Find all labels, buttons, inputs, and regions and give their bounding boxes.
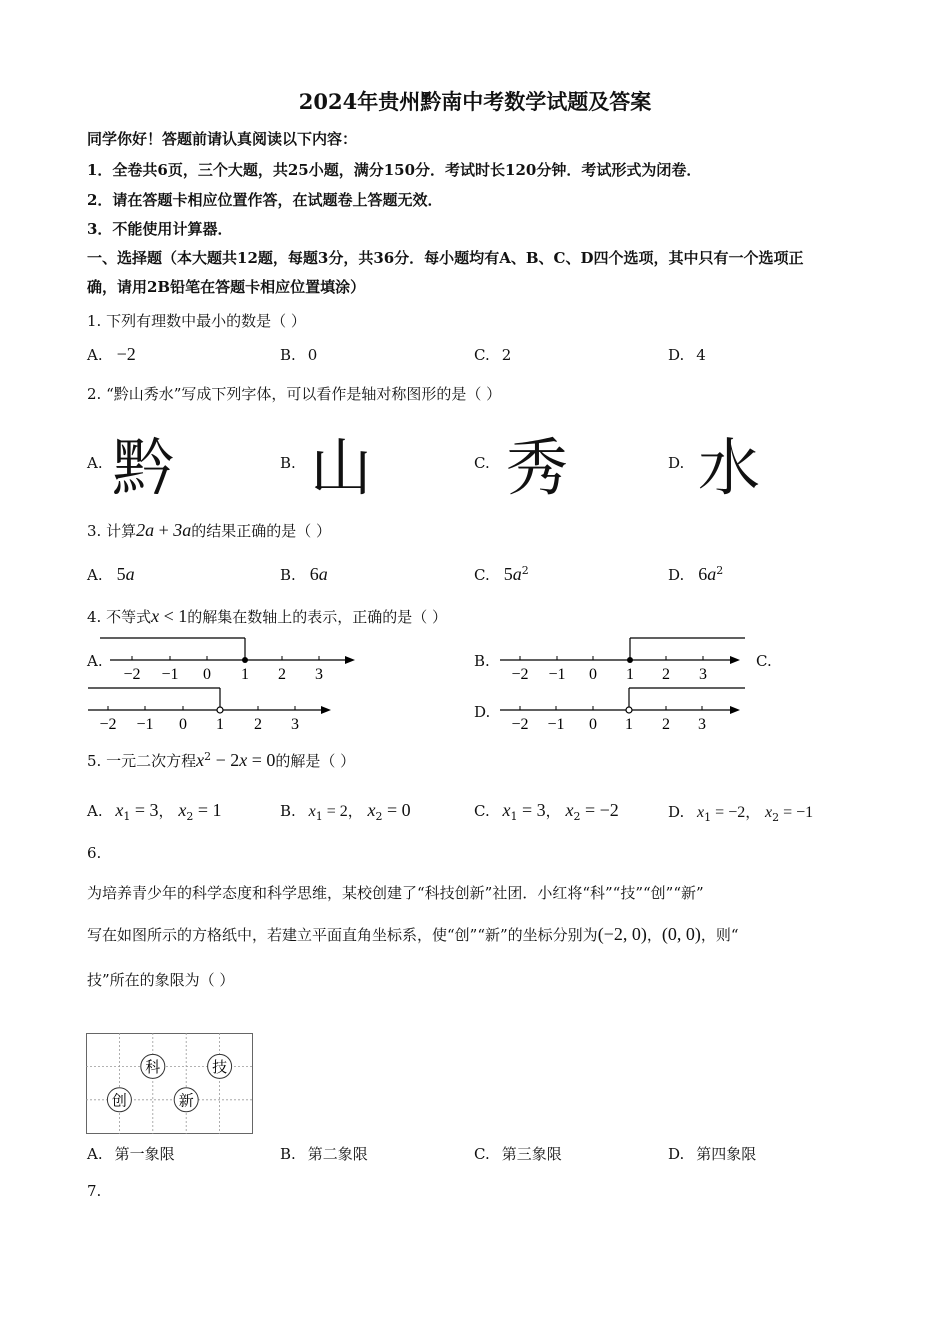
q4-option-b-letter: B. <box>474 652 490 670</box>
q3-prefix: 3. 计算 <box>87 522 137 540</box>
q5-option-c-x1: 3 <box>536 800 546 820</box>
q6-option-a-text: 第一象限 <box>114 1145 175 1163</box>
q5-option-d-x2: −1 <box>796 804 814 821</box>
q4-ineq-rest: < 1 <box>159 606 188 626</box>
q4-a-tick-label: −1 <box>161 666 179 683</box>
q6-option-a-letter: A. <box>87 1145 103 1163</box>
q4-a-tick-label: 1 <box>241 666 249 683</box>
q3-option-a-letter: A. <box>87 566 103 584</box>
q4-b-tick-label: 3 <box>699 666 707 683</box>
q4-d-hollow-point <box>626 707 632 713</box>
q4-b-tick-label: 0 <box>589 666 597 683</box>
q4-c-tick-label: −1 <box>136 716 154 733</box>
q5-option-b-x1: 2 <box>339 803 348 820</box>
q6-sep: ， <box>646 926 662 944</box>
q6-option-a <box>87 1143 175 1164</box>
q4-b-tick-label: 1 <box>626 666 634 683</box>
q4-a-solid-point <box>242 657 248 663</box>
q1-option-b <box>280 346 317 364</box>
q5-option-a-letter: A. <box>87 802 103 820</box>
q4-d-tick-label: 0 <box>589 716 597 733</box>
q2-stem: 2. “黔山秀水”写成下列字体，可以看作是轴对称图形的是（ ） <box>87 385 502 403</box>
q5-option-b-letter: B. <box>280 802 296 820</box>
q5-option-d: D. $x_1 = -2$， $x_2 = -1$ <box>668 803 814 824</box>
q4-number-line-c <box>84 682 344 738</box>
q6-option-c <box>474 1143 562 1164</box>
q5-option-a-x1: 3 <box>149 800 159 820</box>
page-title: 2024年贵州黔南中考数学试题及答案 <box>298 89 652 114</box>
q6-line2-b: ，则“ <box>700 926 739 944</box>
q5-eq-mid: − 2 <box>211 750 240 770</box>
q4-c-tick-label: 0 <box>179 716 187 733</box>
q3-option-c-var: a <box>512 564 522 584</box>
q5-option-c: C. $x_1 = 3$， $x_2 = -2$ <box>474 800 619 823</box>
q3-option-d <box>668 564 723 585</box>
q4-d-tick-label: 2 <box>662 716 670 733</box>
q3-option-c-exp: 2 <box>521 564 529 577</box>
q4-b-tick-label: 2 <box>662 666 670 683</box>
q7-number: 7. <box>87 1182 102 1200</box>
grid-char-chuang: 创 <box>111 1093 127 1110</box>
q1-option-c-letter: C. <box>474 346 490 364</box>
q6-option-b <box>280 1143 368 1164</box>
q4-a-tick-label: 2 <box>278 666 286 683</box>
q4-ineq-var: x <box>151 606 160 626</box>
q5-suffix: 的解是（ ） <box>275 752 356 770</box>
q4-b-tick-label: −2 <box>511 666 529 683</box>
intro-rule-2: 2．请在答题卡相应位置作答，在试题卷上答题无效． <box>87 191 443 209</box>
q4-c-tick-label: 1 <box>216 716 224 733</box>
q4-number-line-b <box>490 632 752 688</box>
q1-option-b-letter: B. <box>280 346 296 364</box>
q3-suffix: 的结果正确的是（ ） <box>191 522 332 540</box>
q6-number: 6. <box>87 844 102 862</box>
q3-option-b-letter: B. <box>280 566 296 584</box>
q4-stem <box>87 606 447 627</box>
q4-b-tick-label: −1 <box>548 666 566 683</box>
q3-option-d-var: a <box>707 564 717 584</box>
q4-d-tick-label: −1 <box>547 716 565 733</box>
q4-a-arrowhead <box>345 656 355 664</box>
q3-option-a-var: a <box>125 564 135 584</box>
q3-option-b <box>280 564 328 585</box>
q3-option-c <box>474 564 529 585</box>
q4-c-arrowhead <box>321 706 331 714</box>
q6-text-line1: 为培养青少年的科学态度和科学思维，某校创建了“科技创新”社团．小红将“科”“技”“创”“新” <box>87 884 704 902</box>
q5-option-c-letter: C. <box>474 802 490 820</box>
q3-option-d-exp: 2 <box>716 564 724 577</box>
q3-term-b: 3a <box>173 520 192 540</box>
q6-option-d-letter: D. <box>668 1145 685 1163</box>
q4-a-tick-label: 0 <box>203 666 211 683</box>
q4-number-line-a <box>100 632 370 688</box>
q4-c-tick-label: −2 <box>99 716 117 733</box>
intro-rule-3: 3．不能使用计算器． <box>87 220 233 238</box>
q1-option-d-letter: D. <box>668 346 685 364</box>
q4-option-c-letter: C. <box>756 652 772 670</box>
grid-char-xin: 新 <box>178 1093 194 1110</box>
grid-border <box>87 1034 253 1134</box>
q6-line2-a: 写在如图所示的方格纸中，若建立平面直角坐标系，使“创”“新”的坐标分别为 <box>87 926 598 944</box>
intro-rule-1: 1．全卷共6页，三个大题，共25小题，满分150分．考试时长120分钟．考试形式为闭卷． <box>87 161 702 179</box>
q4-a-tick-label: 3 <box>315 666 323 683</box>
section1-heading-line1: 一、选择题（本大题共12题，每题3分，共36分．每小题均有A、B、C、D四个选项，其中只有一个选项正 <box>87 249 804 267</box>
q4-d-arrowhead <box>730 706 740 714</box>
q5-eq-x: x <box>196 750 205 770</box>
q4-b-solid-point <box>627 657 633 663</box>
q1-stem: 1. 下列有理数中最小的数是（ ） <box>87 312 306 330</box>
q2-option-c-glyph: 秀 <box>506 431 569 504</box>
q3-option-c-letter: C. <box>474 566 490 584</box>
q6-option-b-text: 第二象限 <box>307 1145 368 1163</box>
q4-d-tick-label: 3 <box>698 716 706 733</box>
q4-d-tick-label: −2 <box>511 716 529 733</box>
q3-option-b-coef: 6 <box>309 564 319 584</box>
q2-option-b-glyph: 山 <box>310 431 373 504</box>
q4-option-a-letter: A. <box>87 652 103 670</box>
q6-option-c-letter: C. <box>474 1145 490 1163</box>
q5-option-d-x1: −2 <box>728 804 746 821</box>
intro-greeting: 同学你好！答题前请认真阅读以下内容： <box>87 130 358 148</box>
q5-option-a-x2: 1 <box>212 800 222 820</box>
q5-option-d-letter: D. <box>668 803 685 821</box>
q1-option-d <box>668 346 706 364</box>
grid-char-ke: 科 <box>145 1060 161 1076</box>
section1-heading-line2: 确，请用2B铅笔在答题卡相应位置填涂） <box>87 278 366 296</box>
q6-coord-xin: (0, 0) <box>661 924 701 944</box>
q4-c-tick-label: 3 <box>291 716 299 733</box>
q5-eq-square: 2 <box>204 750 212 763</box>
q6-text-line3: 技”所在的象限为（ ） <box>87 971 235 989</box>
q1-option-b-value: 0 <box>307 346 318 364</box>
q3-option-d-letter: D. <box>668 566 685 584</box>
q2-option-d-letter: D. <box>668 454 685 472</box>
q6-grid-figure <box>86 1033 254 1136</box>
q3-option-a-coef: 5 <box>116 564 126 584</box>
q1-option-a-value: −2 <box>116 344 136 364</box>
q3-option-c-coef: 5 <box>503 564 513 584</box>
q2-option-c-letter: C. <box>474 454 490 472</box>
q2-option-a-letter: A. <box>87 454 103 472</box>
q6-option-b-letter: B. <box>280 1145 296 1163</box>
q4-number-line-d <box>490 682 752 738</box>
q4-d-tick-label: 1 <box>625 716 633 733</box>
q5-option-a: A. $x_1 = 3$， $x_2 = 1$ <box>87 800 222 823</box>
q3-operator: + <box>154 520 174 540</box>
q3-option-b-var: a <box>318 564 328 584</box>
grid-lines <box>86 1033 253 1134</box>
grid-char-ji: 技 <box>212 1060 228 1076</box>
q6-coord-chuang: (−2, 0) <box>597 924 647 944</box>
q4-suffix: 的解集在数轴上的表示，正确的是（ ） <box>187 608 448 626</box>
q1-option-c-value: 2 <box>501 346 512 364</box>
q1-option-a <box>87 344 136 365</box>
q5-option-c-x2: −2 <box>599 800 619 820</box>
q3-option-a <box>87 564 135 585</box>
q2-option-a-glyph: 黔 <box>112 431 175 504</box>
q4-c-tick-label: 2 <box>254 716 262 733</box>
q2-option-d-glyph: 水 <box>698 431 761 504</box>
q3-option-d-coef: 6 <box>698 564 708 584</box>
q6-option-c-text: 第三象限 <box>501 1145 562 1163</box>
q4-prefix: 4. 不等式 <box>87 608 152 626</box>
q6-option-d <box>668 1143 756 1164</box>
q5-eq-x2: x <box>239 750 248 770</box>
q1-option-d-value: 4 <box>696 346 706 364</box>
q6-option-d-text: 第四象限 <box>696 1145 757 1163</box>
q5-stem <box>87 750 355 771</box>
q2-option-b-letter: B. <box>280 454 296 472</box>
q6-text-line2 <box>87 924 739 945</box>
q5-option-b-x2: 0 <box>401 800 411 820</box>
q5-prefix: 5. 一元二次方程 <box>87 752 197 770</box>
q5-eq-end: = 0 <box>247 750 276 770</box>
q4-b-arrowhead <box>730 656 740 664</box>
q4-a-tick-label: −2 <box>123 666 141 683</box>
q4-option-d-letter: D. <box>474 703 491 721</box>
q1-option-c <box>474 346 511 364</box>
q1-option-a-letter: A. <box>87 346 103 364</box>
q3-term-a: 2a <box>136 520 155 540</box>
q5-option-b: B. $x_1 = 2$， $x_2 = 0$ <box>280 800 411 823</box>
q3-stem <box>87 520 331 541</box>
q4-c-hollow-point <box>217 707 223 713</box>
